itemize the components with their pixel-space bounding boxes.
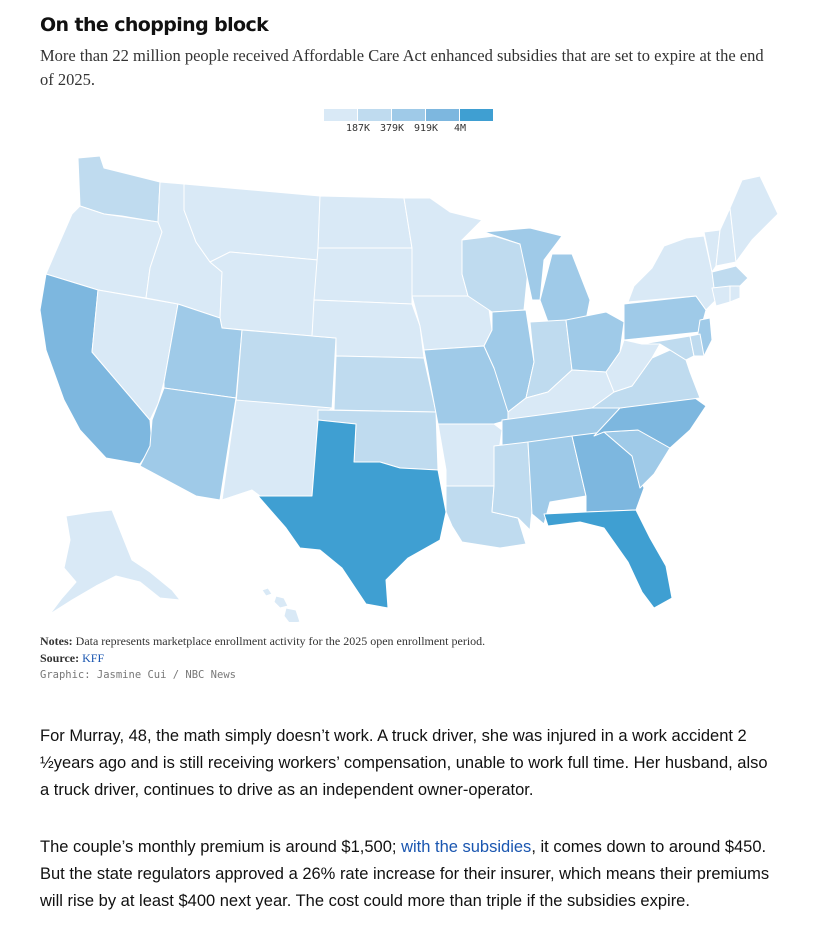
article-paragraph: [40, 834, 780, 915]
source-label: Source:: [40, 651, 80, 665]
chart-title: On the chopping block: [40, 14, 269, 36]
graphic-credit: Graphic: Jasmine Cui / NBC News: [40, 669, 236, 681]
us-choropleth-map: [0, 150, 840, 622]
state-massachusetts[interactable]: [712, 266, 748, 288]
state-wyoming[interactable]: [210, 252, 318, 336]
legend-swatch: [358, 109, 391, 121]
legend-swatch: [460, 109, 493, 121]
paragraph-text: The couple’s monthly premium is around $1,500;: [40, 838, 402, 856]
paragraph-text: , it comes down to around $450. But the state regulators approved a 26% rate increase for their insurer, which means their premiums will rise by at least $400 next year. The cost could more than triple if the subsidies expire.: [40, 838, 770, 910]
legend-label: 4M: [453, 123, 467, 134]
source-link[interactable]: KFF: [82, 651, 105, 665]
notes-label: Notes:: [40, 634, 73, 648]
state-montana[interactable]: [184, 184, 320, 262]
chart-notes: [40, 633, 485, 667]
notes-text: Data represents marketplace enrollment activity for the 2025 open enrollment period.: [75, 634, 486, 648]
state-maine[interactable]: [730, 176, 778, 262]
legend-swatch: [426, 109, 459, 121]
state-pennsylvania[interactable]: [624, 296, 706, 340]
article-paragraph: For Murray, 48, the math simply doesn’t work. A truck driver, she was injured in a work accident 2 ½years ago and is still receiving workers’ compensation, unable to work full time. Her husband, also a truck driver, continues to drive as an independent owner-operator.: [40, 727, 768, 799]
state-colorado[interactable]: [236, 330, 336, 410]
legend-swatch: [392, 109, 425, 121]
state-south-dakota[interactable]: [314, 248, 412, 304]
chart-subtitle: More than 22 million people received Affordable Care Act enhanced subsidies that are set to expire at the end of 2025.: [40, 46, 764, 89]
state-arkansas[interactable]: [438, 424, 502, 486]
notes-line: [40, 633, 485, 650]
legend-label: 919K: [413, 123, 439, 134]
state-florida[interactable]: [544, 510, 672, 608]
source-line: [40, 650, 485, 667]
subsidies-link[interactable]: with the subsidies: [401, 838, 532, 856]
state-alaska[interactable]: [50, 510, 180, 614]
color-legend: [324, 109, 494, 135]
legend-label: 187K: [345, 123, 371, 134]
legend-label: 379K: [379, 123, 405, 134]
state-hawaii[interactable]: [262, 588, 300, 622]
legend-swatch: [324, 109, 357, 121]
state-kansas[interactable]: [334, 356, 436, 412]
state-connecticut[interactable]: [712, 286, 730, 306]
state-rhode-island[interactable]: [730, 286, 740, 302]
state-north-dakota[interactable]: [318, 196, 412, 248]
